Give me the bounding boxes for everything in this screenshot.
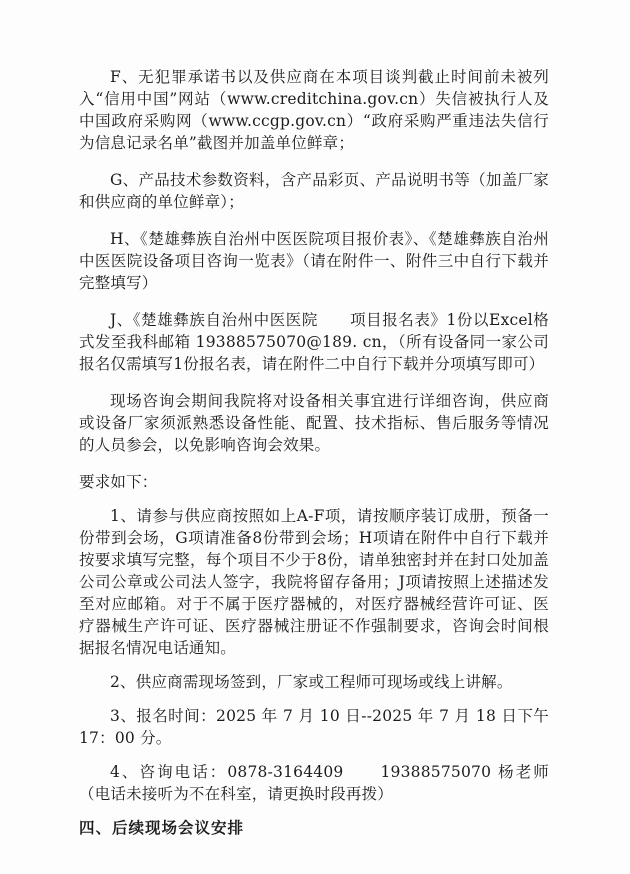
paragraph-item-f: F、无犯罪承诺书以及供应商在本项目谈判截止时间前未被列入“信用中国”网站（www.creditchina.gov.cn）失信被执行人及中国政府采购网（www.ccgp.gov.cn）“政府采购严重违法失信行为信息记录名单”截图并加盖单位鲜章； [79,68,549,152]
section-heading: 四、后续现场会议安排 [79,819,245,837]
document-body [79,66,549,839]
requirement-item-2: 2、供应商需现场签到，厂家或工程师可现场或线上讲解。 [110,673,513,691]
paragraph-item-g: G、产品技术参数资料，含产品彩页、产品说明书等（加盖厂家和供应商的单位鲜章）； [79,171,549,211]
paragraph-item-h: H、《楚雄彝族自治州中医医院项目报价表》、《楚雄彝族自治州中医医院设备项目咨询一览表》（请在附件一、附件三中自行下载并完整填写） [79,230,549,292]
requirement-item-4: 4、咨询电话：0878-3164409 19388575070 杨老师（电话未接听为不在科室，请更换时段再拨） [79,763,549,803]
paragraph-item-j: J、《楚雄彝族自治州中医医院 项目报名表》1份以Excel格式发至我科邮箱 19388575070@189. cn，（所有设备同一家公司报名仅需填写1份报名表，请在附件二中自行下载并分项填写即可） [79,311,549,373]
requirement-item-1: 1、请参与供应商按照如上A-F项，请按顺序装订成册，预备一份带到会场，G项请准备8份带到会场；H项请在附件中自行下载并按要求填写完整，每个项目不少于8份，请单独密封并在封口处加盖公司公章或公司法人签字，我院将留存备用；J项请按照上述描述发至对应邮箱。对于不属于医疗器械的，对医疗器械经营许可证、医疗器械生产许可证、医疗器械注册证不作强制要求，咨询会时间根据报名情况电话通知。 [79,507,549,657]
requirements-label: 要求如下： [79,473,158,491]
requirement-item-3: 3、报名时间：2025 年 7 月 10 日--2025 年 7 月 18 日下午17：00 分。 [79,707,549,747]
paragraph-meeting-intro: 现场咨询会期间我院将对设备相关事宜进行详细咨询，供应商或设备厂家须派熟悉设备性能、配置、技术指标、售后服务等情况的人员参会，以免影响咨询会效果。 [79,392,549,454]
